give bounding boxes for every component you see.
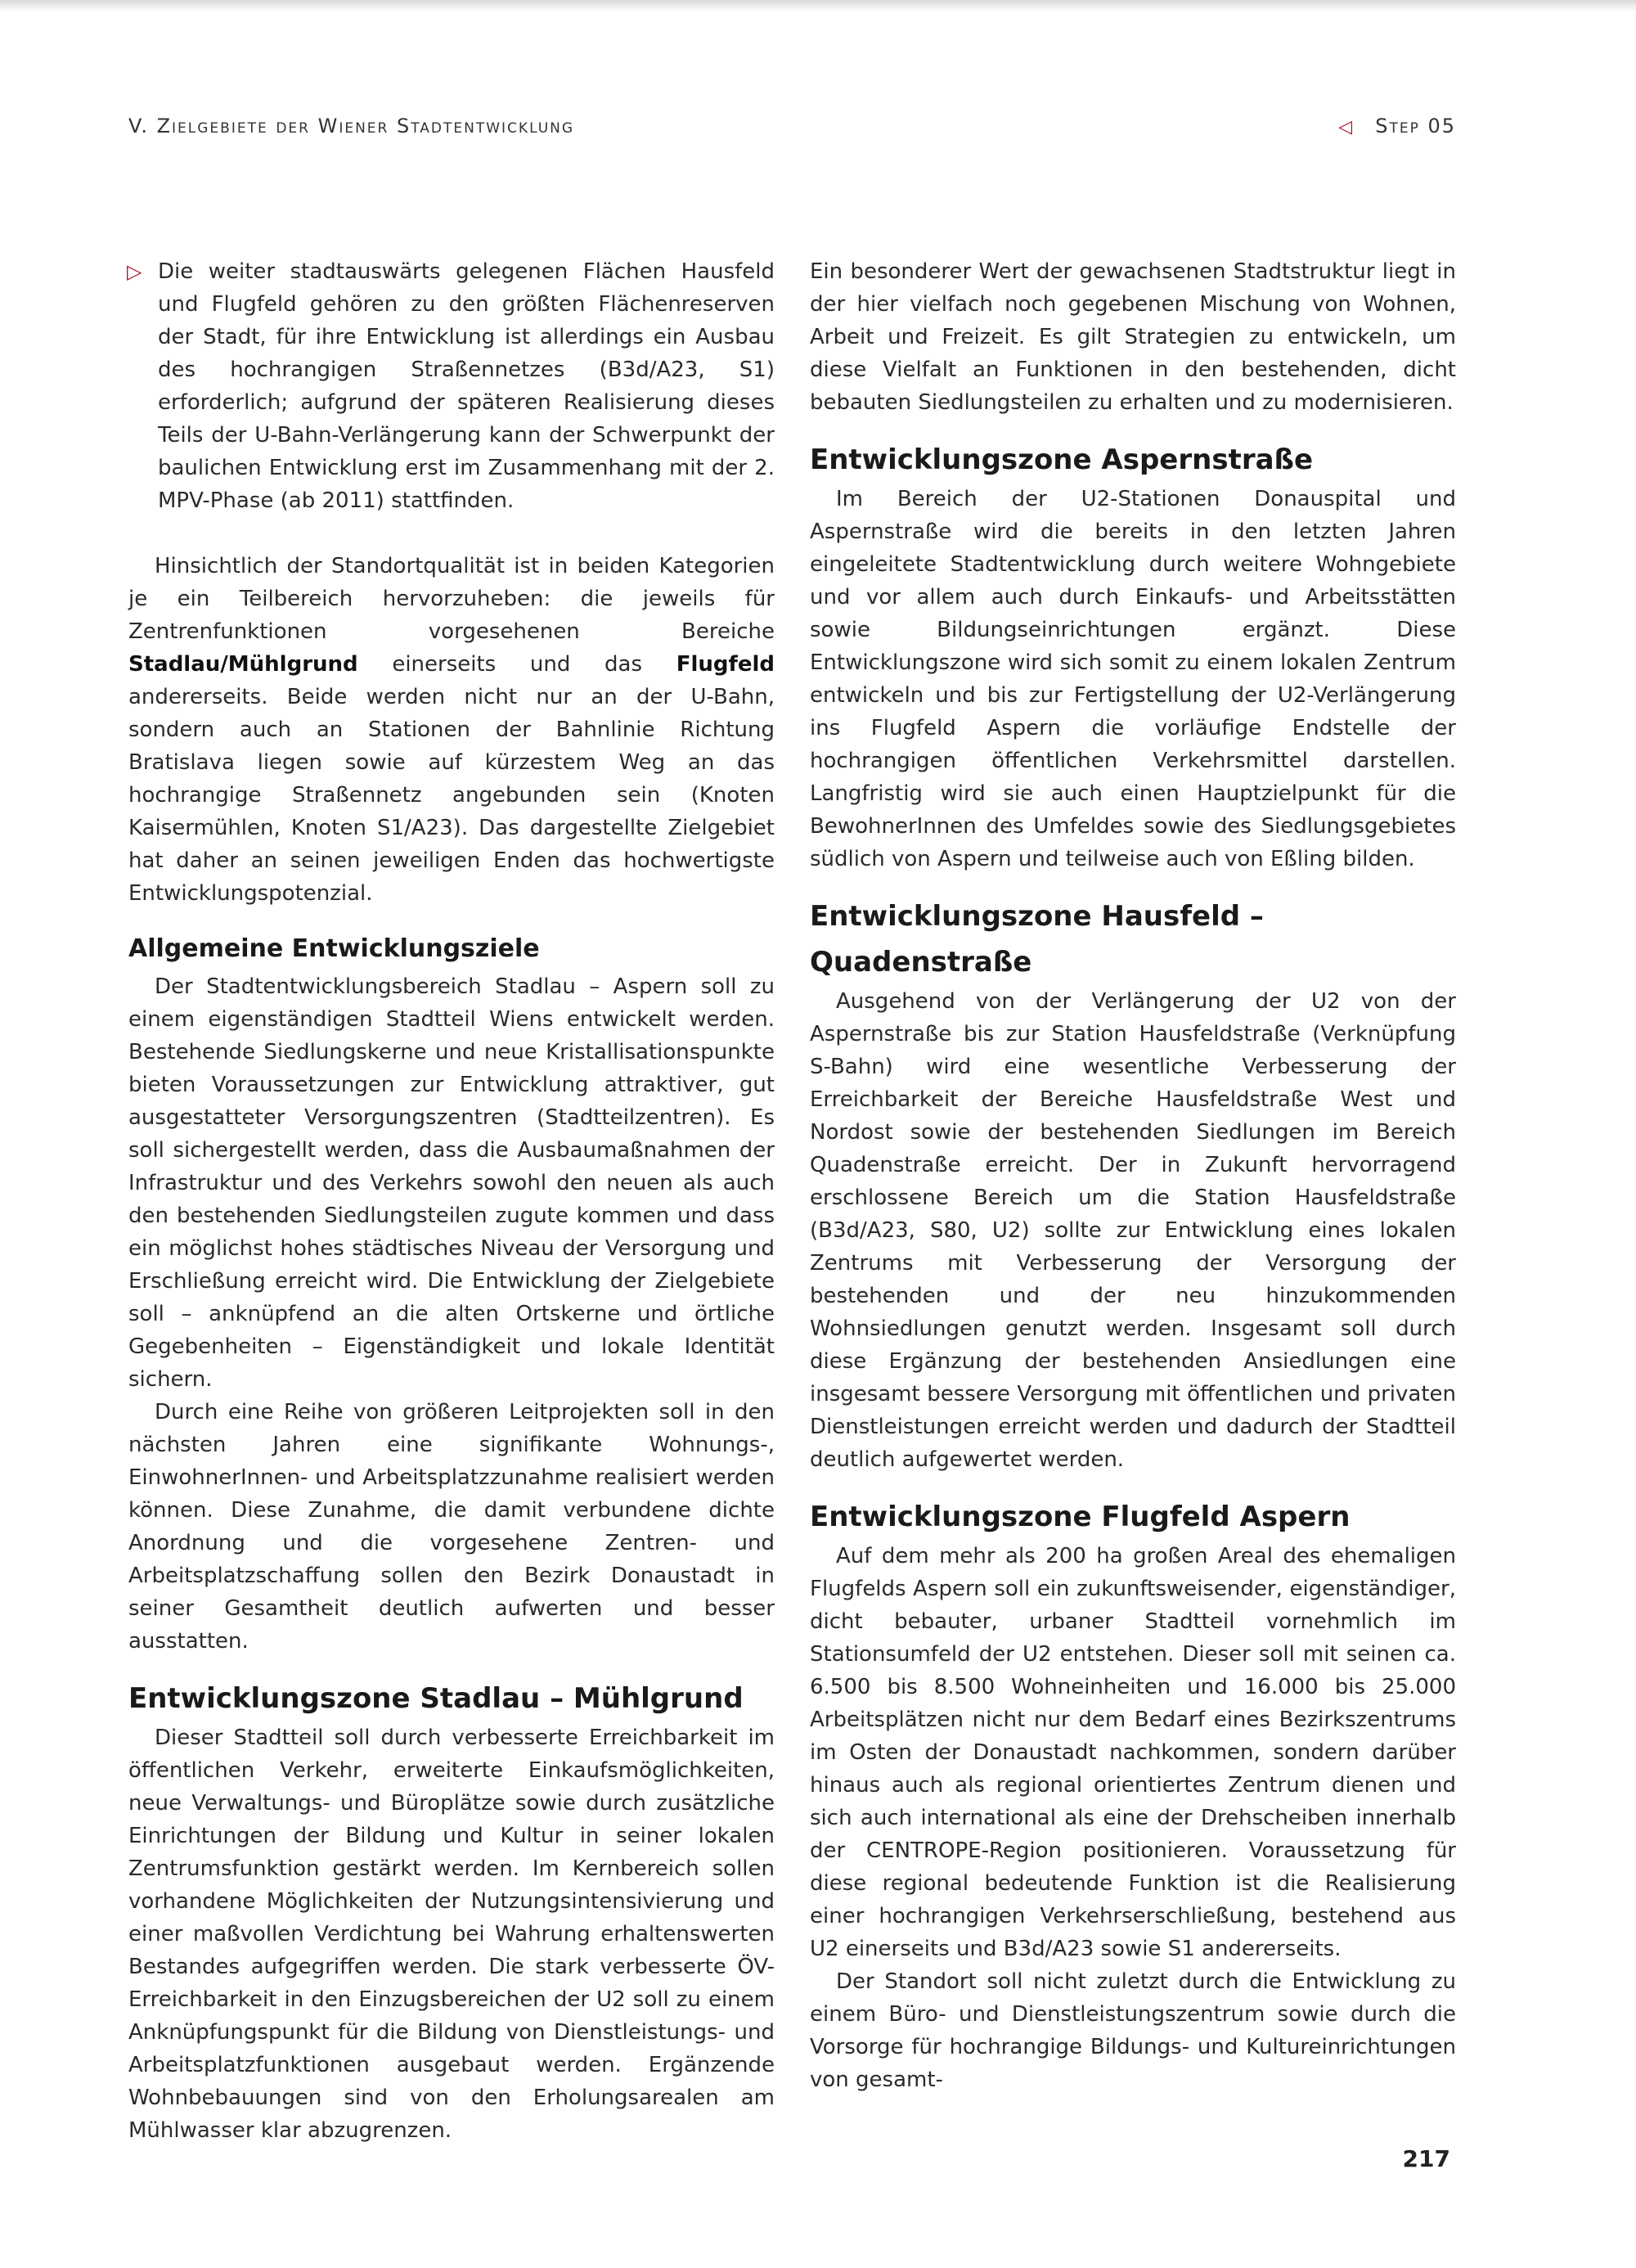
section-heading: Entwicklungszone Stadlau – Mühlgrund — [128, 1682, 744, 1715]
triangle-right-icon: ▷ — [127, 260, 142, 283]
section-heading: Entwicklungszone Flugfeld Aspern — [810, 1501, 1351, 1533]
step-label-group — [1338, 115, 1456, 137]
paragraph: Ausgehend von der Verlängerung der U2 von der Aspernstraße bis zur Station Hausfeldstraße (Verknüpfung S-Bahn) wird eine wesentliche Verbesserung der Erreichbarkeit der Bereiche Hausfeldstraße West und Nordost sowie der bestehenden Siedlungen im Bereich Quadenstraße erreicht. Der in Zukunft hervorragend erschlossene Bereich um die Station Hausfeldstraße (B3d/A23, S80, U2) sollte zur Entwicklung eines lokalen Zentrums mit Verbesserung der Versorgung der bestehenden und der neu hinzukommenden Wohnsiedlungen genutzt werden. Insgesamt soll durch diese Ergänzung der bestehenden Ansiedlungen eine insgesamt bessere Versorgung mit öffentlichen und privaten Dienstleistungen erreicht werden und dadurch der Stadtteil deutlich aufgewertet werden. — [810, 989, 1456, 1472]
paragraph-text: andererseits. Beide werden nicht nur an der U-Bahn, sondern auch an Stationen der Bahnlinie Richtung Bratislava liegen sowie auf kürzestem Weg an das hochrangige Straßennetz angebunden sein (Knoten Kaisermühlen, Knoten S1/A23). Das dargestellte Zielgebiet hat daher an seinen jeweiligen Enden das hochwertigste Entwicklungspotenzial. — [128, 685, 775, 906]
paragraph — [128, 550, 775, 910]
paragraph-text: Die weiter stadtauswärts gelegenen Flächen Hausfeld und Flugfeld gehören zu den größten Flächenreserven der Stadt, für ihre Entwicklung ist allerdings ein Ausbau des hochrangigen Straßennetzes (B3d/A23, S1) erforderlich; aufgrund der späteren Realisierung dieses Teils der U-Bahn-Verlängerung kann der Schwerpunkt der baulichen Entwicklung erst im Zusammenhang mit der 2. MPV-Phase (ab 2011) stattfinden. — [158, 259, 775, 513]
triangle-left-icon: ◁ — [1338, 117, 1355, 137]
paragraph: Durch eine Reihe von größeren Leitprojekten soll in den nächsten Jahren eine signifikante Wohnungs-, EinwohnerInnen- und Arbeitsplatzzunahme realisiert werden können. Diese Zunahme, die damit verbundene dichte Anordnung und die vorgesehene Zentren- und Arbeitsplatzschaffung sollen den Bezirk Donaustadt in seiner Gesamtheit deutlich aufwerten und besser ausstatten. — [128, 1400, 775, 1654]
paragraph: Ein besonderer Wert der gewachsenen Stadtstruktur liegt in der hier vielfach noch gegebenen Mischung von Wohnen, Arbeit und Freizeit. Es gilt Strategien zu entwickeln, um diese Vielfalt an Funktionen in den bestehenden, dicht bebauten Siedlungsteilen zu erhalten und zu modernisieren. — [810, 259, 1456, 415]
left-column — [128, 255, 775, 2147]
paragraph: Der Stadtentwicklungsbereich Stadlau – Aspern soll zu einem eigenständigen Stadtteil Wiens entwickelt werden. Bestehende Siedlungskerne und neue Kristallisationspunkte bieten Voraussetzungen zur Entwicklung attraktiver, gut ausgestatteter Versorgungszentren (Stadtteilzentren). Es soll sichergestellt werden, dass die Ausbaumaßnahmen der Infrastruktur und des Verkehrs sowohl den neuen als auch den bestehenden Siedlungsteilen zugute kommen und dass ein möglichst hohes städtisches Niveau der Versorgung und Erschließung erreicht wird. Die Entwicklung der Zielgebiete soll – anknüpfend an die alten Ortskerne und örtliche Gegebenheiten – Eigenständigkeit und lokale Identität sichern. — [128, 974, 775, 1392]
right-column — [810, 255, 1456, 2096]
emphasis: Flugfeld — [676, 652, 775, 677]
page-number: 217 — [1402, 2145, 1450, 2172]
paragraph: Auf dem mehr als 200 ha großen Areal des ehemaligen Flugfelds Aspern soll ein zukunftsweisender, eigenständiger, dicht bebauter, urbaner Stadtteil vornehmlich im Stationsumfeld der U2 entstehen. Dieser soll mit seinen ca. 6.500 bis 8.500 Wohneinheiten und 16.000 bis 25.000 Arbeitsplätzen nicht nur dem Bedarf eines Bezirkszentrums im Osten der Donaustadt nachkommen, sondern darüber hinaus auch als regional orientiertes Zentrum dienen und sich auch international als eine der Drehscheiben innerhalb der CENTROPE-Region positionieren. Voraussetzung für diese regional bedeutende Funktion ist die Realisierung einer hochrangigen Verkehrserschließung, bestehend aus U2 einerseits und B3d/A23 sowie S1 andererseits. — [810, 1544, 1456, 1961]
section-heading: Entwicklungszone Aspernstraße — [810, 443, 1314, 476]
paragraph: Der Standort soll nicht zuletzt durch die Entwicklung zu einem Büro- und Dienstleistungszentrum sowie durch die Vorsorge für hochrangige Bildungs- und Kultureinrichtungen von gesamt- — [810, 1969, 1456, 2092]
scan-edge — [0, 0, 1636, 11]
running-header — [128, 115, 1456, 147]
paragraph — [127, 255, 775, 517]
running-title: V. Zielgebiete der Wiener Stadtentwicklung — [128, 115, 575, 137]
paragraph-text: Hinsichtlich der Standortqualität ist in beiden Kategorien je ein Teilbereich hervorzuheben: die jeweils für Zentrenfunktionen vorgesehenen Bereiche — [128, 554, 775, 644]
emphasis: Stadlau/Mühlgrund — [128, 652, 358, 677]
paragraph: Im Bereich der U2-Stationen Donauspital und Aspernstraße wird die bereits in den letzten Jahren eingeleitete Stadtentwicklung durch weitere Wohngebiete und vor allem auch durch Einkaufs- und Arbeitsstätten sowie Bildungseinrichtungen ergänzt. Diese Entwicklungszone wird sich somit zu einem lokalen Zentrum entwickeln und bis zur Fertigstellung der U2-Verlängerung ins Flugfeld Aspern die vorläufige Endstelle der hochrangigen öffentlichen Verkehrsmittel darstellen. Langfristig wird sie auch einen Hauptzielpunkt für die BewohnerInnen des Umfeldes sowie des Siedlungsgebietes südlich von Aspern und teilweise auch von Eßling bilden. — [810, 487, 1456, 871]
step-label: Step 05 — [1375, 115, 1456, 137]
section-heading: Entwicklungszone Hausfeld – Quadenstraße — [810, 900, 1264, 979]
paragraph-text: einerseits und das — [357, 652, 676, 677]
section-heading: Allgemeine Entwicklungsziele — [128, 934, 540, 963]
paragraph: Dieser Stadtteil soll durch verbesserte Erreichbarkeit im öffentlichen Verkehr, erweiterte Einkaufsmöglichkeiten, neue Verwaltungs- und Büroplätze sowie durch zusätzliche Einrichtungen der Bildung und Kultur in seiner lokalen Zentrumsfunktion gestärkt werden. Im Kernbereich sollen vorhandene Möglichkeiten der Nutzungsintensivierung und einer maßvollen Verdichtung bei Wahrung erhaltenswerten Bestandes aufgegriffen werden. Die stark verbesserte ÖV-Erreichbarkeit in den Einzugsbereichen der U2 soll zu einem Anknüpfungspunkt für die Bildung von Dienstleistungs- und Arbeitsplatzfunktionen ausgebaut werden. Ergänzende Wohnbebauungen sind von den Erholungsarealen am Mühlwasser klar abzugrenzen. — [128, 1726, 775, 2143]
